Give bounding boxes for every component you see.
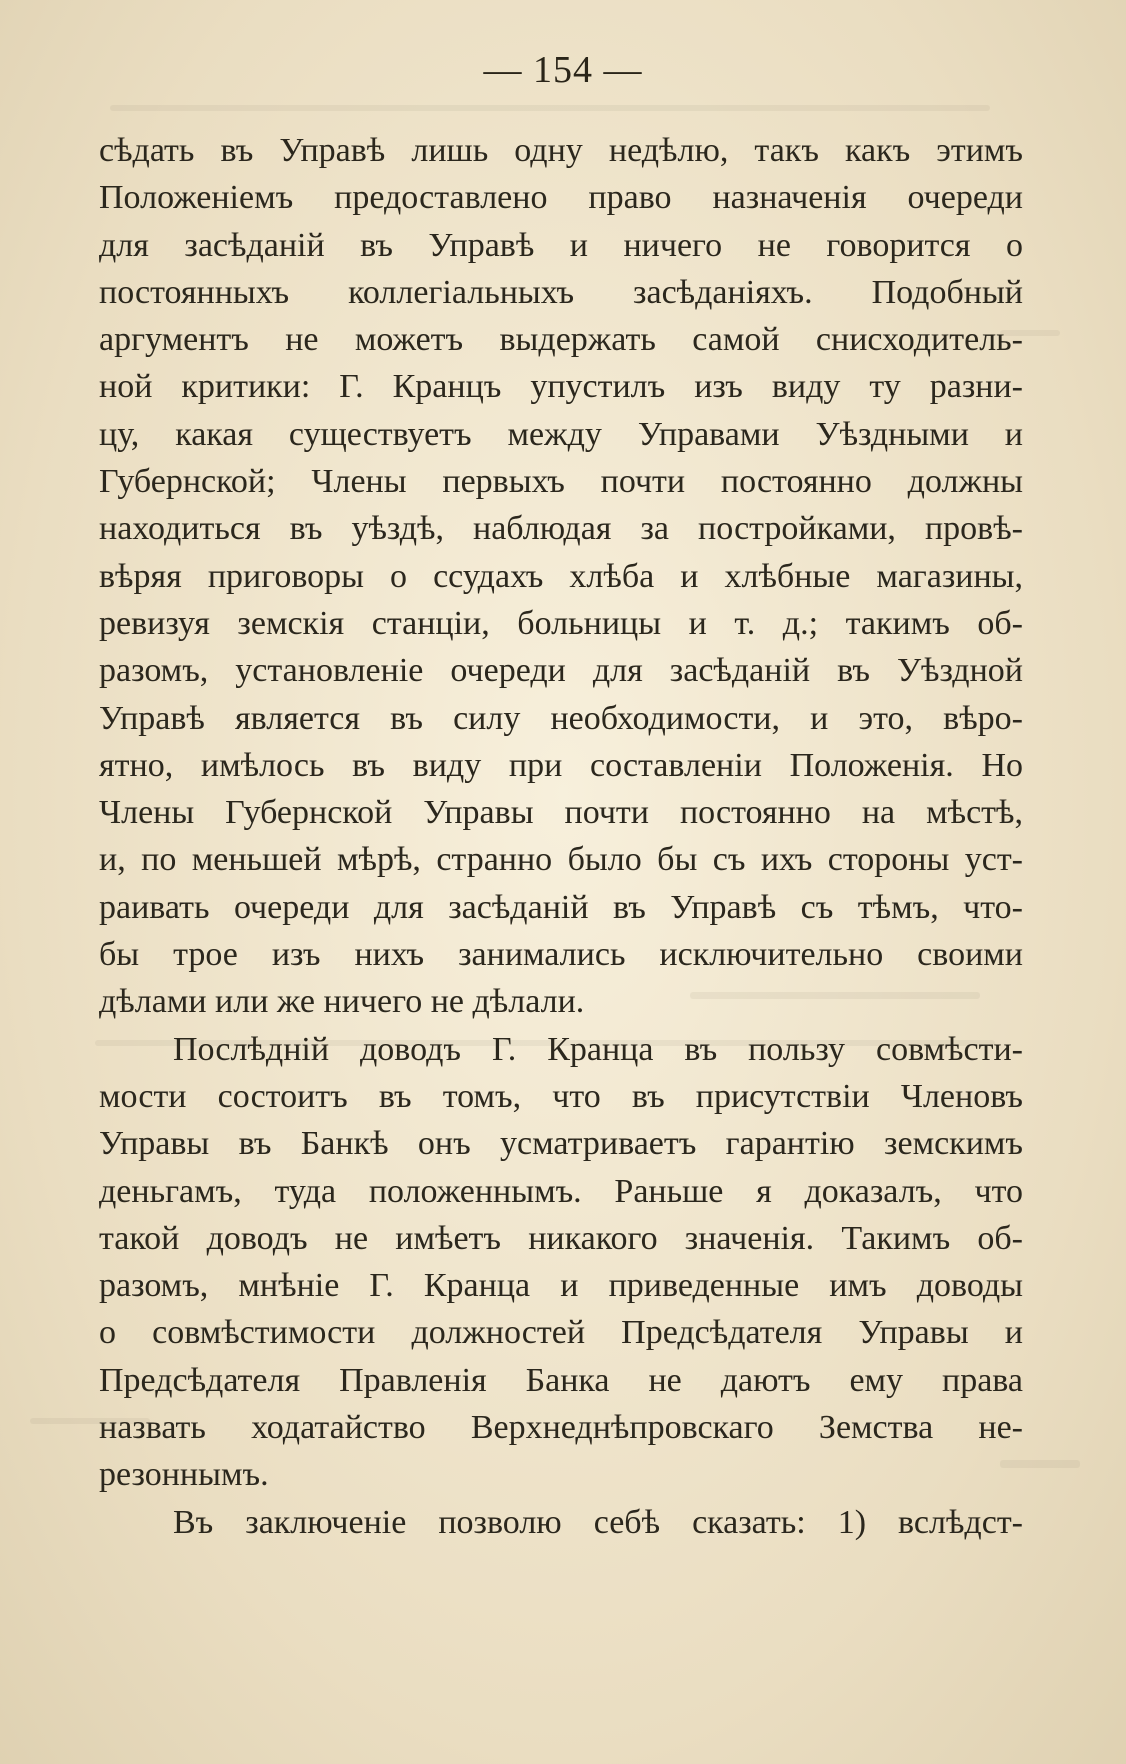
text-line: Члены Губернской Управы почти постоянно на мѣстѣ, (99, 794, 1023, 832)
page-number: — 154 — (483, 49, 643, 91)
paragraph-start-line: Въ заключеніе позволю себѣ сказать: 1) вслѣдст- (173, 1503, 1023, 1541)
text-line: деньгамъ, туда положеннымъ. Раньше я доказалъ, что (99, 1172, 1023, 1210)
text-line: о совмѣстимости должностей Предсѣдателя Управы и (99, 1314, 1023, 1352)
text-line: Губернской; Члены первыхъ почти постоянно должны (99, 463, 1023, 501)
text-line: ревизуя земскія станціи, больницы и т. д.; такимъ об- (99, 604, 1023, 642)
paragraph-start-line: Послѣдній доводъ Г. Кранца въ пользу совмѣсти- (173, 1030, 1023, 1068)
text-line: назвать ходатайство Верхнеднѣпровскаго Земства не- (99, 1409, 1023, 1447)
text-line: резоннымъ. (99, 1456, 269, 1494)
text-line: для засѣданій въ Управѣ и ничего не говорится о (99, 226, 1023, 264)
text-line: Управы въ Банкѣ онъ усматриваетъ гарантію земскимъ (99, 1125, 1023, 1163)
text-line: ной критики: Г. Кранцъ упустилъ изъ виду ту разни- (99, 368, 1023, 406)
text-line: Положеніемъ предоставлено право назначенія очереди (99, 179, 1023, 217)
text-line: и, по меньшей мѣрѣ, странно было бы съ ихъ стороны уст- (99, 841, 1023, 879)
text-line: цу, какая существуетъ между Управами Уѣздными и (99, 415, 1023, 453)
text-line: раивать очереди для засѣданій въ Управѣ съ тѣмъ, что- (99, 888, 1023, 926)
text-line: разомъ, установленіе очереди для засѣданій въ Уѣздной (99, 652, 1023, 690)
text-line: бы трое изъ нихъ занимались исключительно своими (99, 936, 1023, 974)
text-line: Предсѣдателя Правленія Банка не даютъ ему права (99, 1361, 1023, 1399)
text-line: мости состоитъ въ томъ, что въ присутствіи Членовъ (99, 1077, 1023, 1115)
text-line: постоянныхъ коллегіальныхъ засѣданіяхъ. Подобный (99, 273, 1023, 311)
text-line: находиться въ уѣздѣ, наблюдая за постройками, провѣ- (99, 510, 1023, 548)
text-line: аргументъ не можетъ выдержать самой снисходитель- (99, 321, 1023, 359)
text-line: ятно, имѣлось въ виду при составленіи Положенія. Но (99, 746, 1023, 784)
text-line: дѣлами или же ничего не дѣлали. (99, 983, 585, 1021)
text-line: вѣряя приговоры о ссудахъ хлѣба и хлѣбные магазины, (99, 557, 1023, 595)
text-line: Управѣ является въ силу необходимости, и это, вѣро- (99, 699, 1023, 737)
text-line: сѣдать въ Управѣ лишь одну недѣлю, такъ какъ этимъ (99, 132, 1023, 169)
text-line: такой доводъ не имѣетъ никакого значенія. Такимъ об- (99, 1219, 1023, 1257)
body-text (99, 127, 1023, 1546)
text-line: разомъ, мнѣніе Г. Кранца и приведенные имъ доводы (99, 1267, 1023, 1305)
